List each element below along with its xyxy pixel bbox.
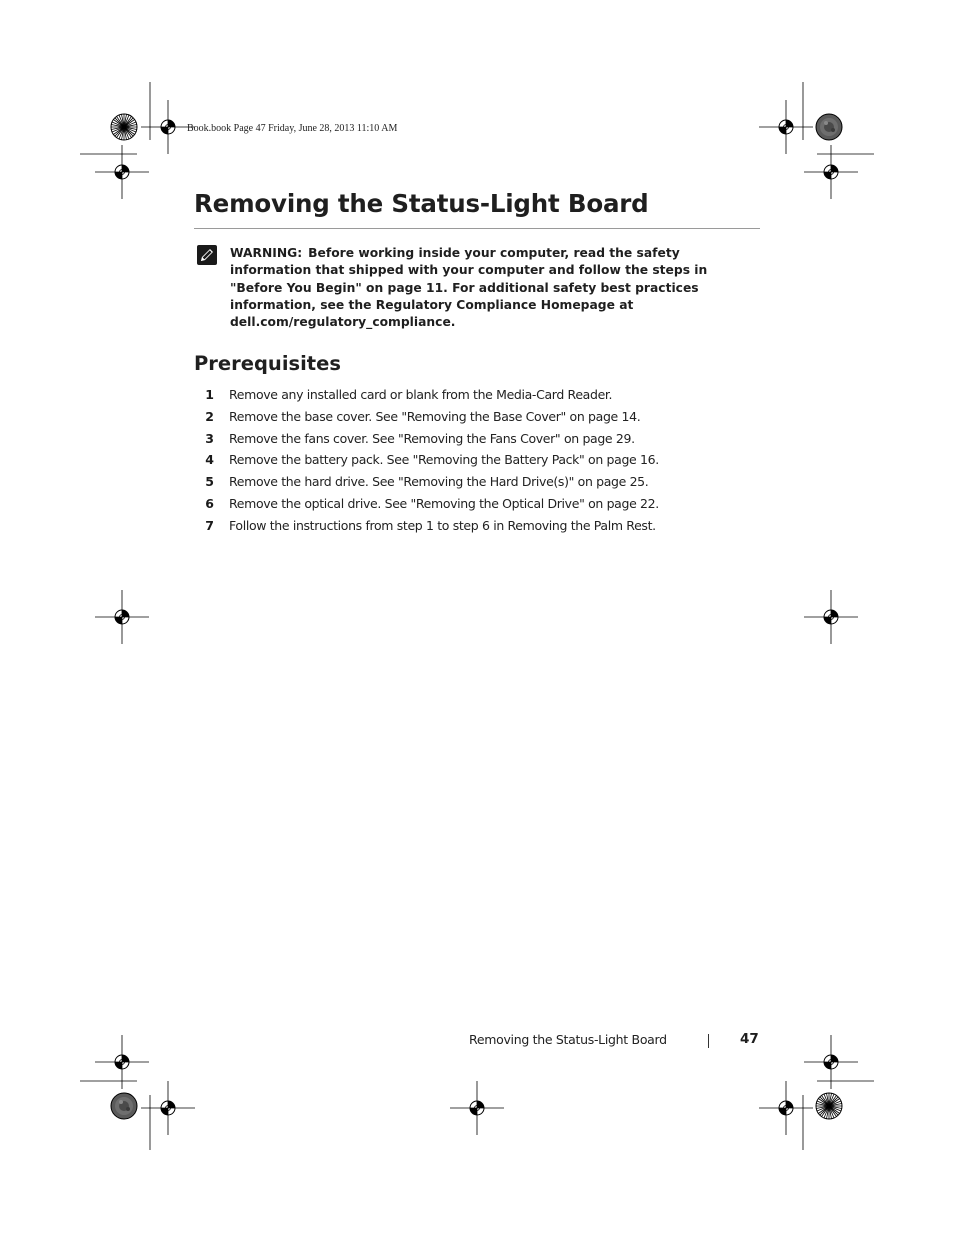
title-rule: [194, 228, 760, 229]
step-number: 2: [205, 408, 214, 424]
list-item: [194, 385, 764, 407]
color-starburst-icon: [111, 1093, 137, 1119]
registration-mark-icon: [759, 1081, 813, 1135]
list-item: [194, 407, 764, 429]
list-item: [194, 516, 764, 538]
page-title: Removing the Status-Light Board: [194, 189, 649, 218]
list-item: [194, 494, 764, 516]
prerequisites-heading: Prerequisites: [194, 352, 341, 375]
step-text: Remove any installed card or blank from the Media-Card Reader.: [229, 387, 613, 402]
step-text: Remove the hard drive. See "Removing the Hard Drive(s)" on page 25.: [229, 474, 649, 490]
step-number: 4: [205, 452, 214, 468]
step-number: 5: [205, 474, 214, 490]
color-starburst-icon: [816, 114, 842, 140]
note-pencil-icon: [197, 245, 217, 265]
registration-mark-icon: [95, 145, 149, 199]
step-number: 7: [205, 517, 214, 533]
warning-note: [230, 245, 758, 331]
step-text: Remove the battery pack. See "Removing the Battery Pack" on page 16.: [229, 452, 659, 468]
step-text: Follow the instructions from step 1 to step 6 in Removing the Palm Rest.: [229, 517, 656, 533]
step-number: 6: [205, 495, 214, 511]
color-starburst-icon: [816, 1093, 842, 1119]
registration-mark-icon: [95, 590, 149, 644]
page-number: 47: [740, 1031, 759, 1047]
list-item: [194, 472, 764, 494]
registration-mark-icon: [141, 1081, 195, 1135]
registration-mark-icon: [450, 1081, 504, 1135]
footer-section-title: Removing the Status-Light Board: [469, 1032, 667, 1047]
warning-label: WARNING:: [230, 246, 303, 260]
registration-mark-icon: [759, 100, 813, 154]
prerequisites-list: [194, 385, 764, 538]
step-number: 1: [205, 387, 214, 402]
print-slug: Book.book Page 47 Friday, June 28, 2013 11:10 AM: [187, 123, 398, 134]
list-item: [194, 450, 764, 472]
warning-text: Before working inside your computer, read the safety information that shipped with your computer and follow the steps in "Before You Begin" on page 11. For additional safety best practices information, see the Regulatory Compliance Homepage at dell.com/regulatory_compliance.: [230, 246, 708, 330]
footer-divider: [708, 1034, 709, 1048]
list-item: [194, 429, 764, 451]
step-text: Remove the fans cover. See "Removing the Fans Cover" on page 29.: [229, 430, 635, 446]
step-text: Remove the optical drive. See "Removing the Optical Drive" on page 22.: [229, 495, 659, 511]
step-number: 3: [205, 430, 214, 446]
color-starburst-icon: [111, 114, 137, 140]
step-text: Remove the base cover. See "Removing the Base Cover" on page 14.: [229, 408, 641, 424]
registration-mark-icon: [804, 145, 858, 199]
registration-mark-icon: [804, 590, 858, 644]
